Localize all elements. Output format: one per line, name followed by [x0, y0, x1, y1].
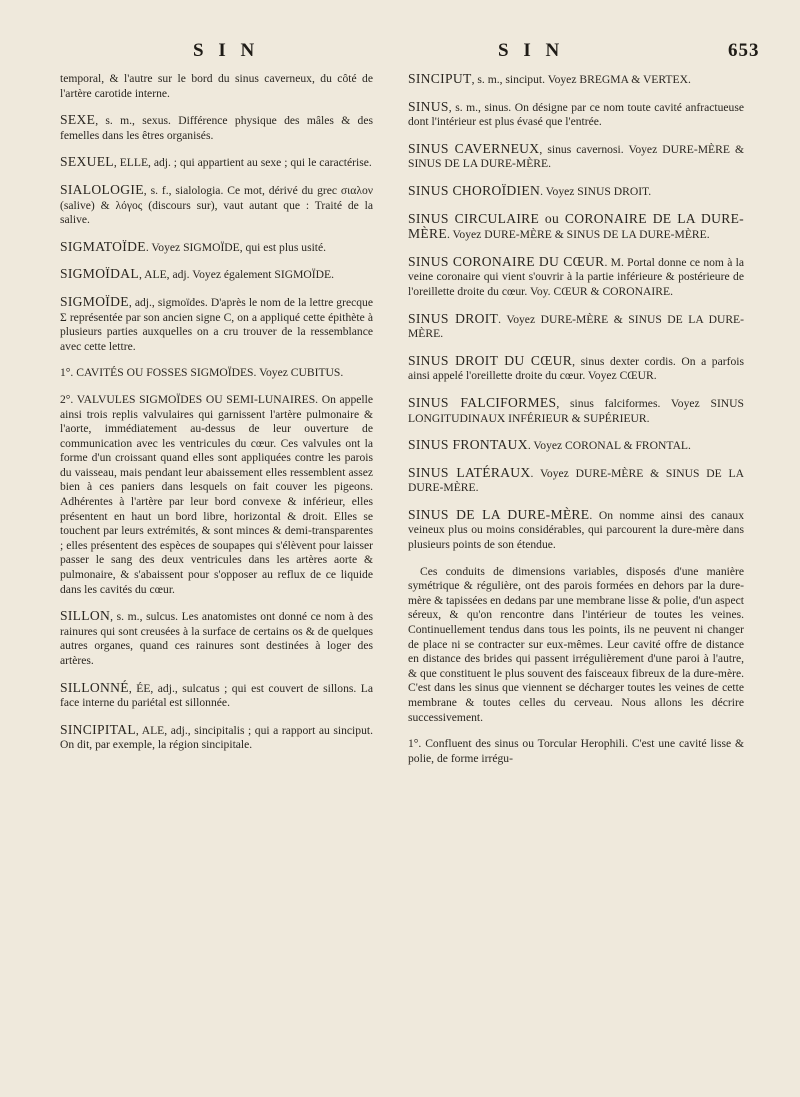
entry-headword: SINUS FALCIFORMES: [408, 394, 557, 410]
entry-text: , adj., sigmoïdes. D'après le nom de la lettre grecque Σ représentée par son ancien signe C, on a appliqué cette épithète à plusieurs parties auxquelles on a cru trouver de la ressemblance avec cette lettre.: [60, 295, 373, 353]
dictionary-entry: [60, 609, 373, 668]
dictionary-entry: [60, 393, 373, 597]
entry-text: . Voyez SIGMOÏDE, qui est plus usité.: [145, 240, 327, 254]
entry-headword: SINUS LATÉRAUX: [408, 464, 531, 480]
dictionary-entry: [60, 723, 373, 753]
entry-headword: SIALOLOGIE: [60, 181, 144, 197]
right-running-head: S I N: [498, 40, 565, 61]
entry-number: 1°.: [408, 737, 422, 751]
dictionary-entry: [408, 466, 744, 496]
entry-headword: SINUS CAVERNEUX: [408, 140, 540, 156]
entry-headword: SINUS FRONTAUX: [408, 437, 528, 453]
page-number: 653: [728, 40, 760, 61]
entry-headword: SIGMOÏDAL: [60, 266, 139, 282]
dictionary-entry: [408, 212, 744, 243]
dictionary-entry: [408, 142, 744, 172]
entry-headword: SINUS DROIT DU CŒUR: [408, 352, 573, 368]
dictionary-entry: [408, 184, 744, 200]
entry-text: , ÉE, adj., sulcatus ; qui est couvert de sillons. La face interne du pariétal est sillonnée.: [60, 681, 373, 710]
dictionary-entry: [60, 183, 373, 228]
entry-text: Confluent des sinus ou Torcular Herophili. C'est une cavité lisse & polie, de forme irrégu-: [408, 737, 744, 765]
entry-text: . On nomme ainsi des canaux veineux plus ou moins considérables, qui parcourent la dure-mère dans plusieurs points de son étendue.: [408, 508, 744, 552]
entry-text: , s. m., sulcus. Les anatomistes ont donné ce nom à des rainures qui sont creusées à la surface de certains os & de quelques autres organes, quand ces rainures sont destinées à loger des artères.: [60, 610, 373, 667]
entry-headword: SINUS DROIT: [408, 310, 499, 326]
entry-headword: SILLONNÉ: [60, 679, 129, 695]
dictionary-entry: [60, 240, 373, 256]
entry-text: . Voyez DURE-MÈRE & SINUS DE LA DURE-MÈRE.: [446, 228, 710, 242]
entry-headword: SINCIPUT: [408, 71, 472, 86]
entry-text: . Voyez SINUS DROIT.: [540, 184, 652, 198]
dictionary-entry: [408, 255, 744, 300]
entry-headword: SINUS: [408, 98, 449, 114]
right-column: [408, 72, 744, 778]
entry-headword: SINUS CIRCULAIRE ou CORONAIRE DE LA DURE-MÈRE: [408, 210, 744, 242]
left-column: [60, 72, 373, 765]
entry-headword: SINCIPITAL: [60, 721, 136, 737]
entry-headword: SIGMATOÏDE: [60, 238, 146, 254]
dictionary-entry: [60, 72, 373, 101]
entry-headword: SINUS DE LA DURE-MÈRE: [408, 506, 590, 522]
dictionary-entry: [408, 72, 744, 88]
dictionary-entry: [60, 155, 373, 171]
dictionary-entry: [408, 354, 744, 384]
dictionary-entry: [60, 681, 373, 711]
entry-text: , s. f., sialologia. Ce mot, dérivé du grec σιαλον (salive) & λόγος (discours sur), vaut autant que : Traité de la salive.: [60, 183, 373, 227]
dictionary-entry: [408, 100, 744, 130]
entry-text: , s. m., sexus. Différence physique des mâles & des femelles dans les êtres organisés.: [60, 114, 373, 142]
left-running-head: S I N: [193, 40, 260, 61]
dictionary-entry: [60, 366, 373, 381]
dictionary-entry: [408, 396, 744, 426]
entry-headword: SINUS CORONAIRE DU CŒUR: [408, 253, 605, 269]
entry-number: 2°.: [60, 392, 74, 406]
entry-headword: SIGMOÏDE: [60, 293, 129, 309]
dictionary-entry: [408, 438, 744, 454]
entry-text: , sinus falciformes. Voyez SINUS LONGITUDINAUX INFÉRIEUR & SUPÉRIEUR.: [408, 396, 744, 425]
entry-text: , sinus dexter cordis. On a parfois ainsi appelé l'oreillette droite du cœur. Voyez CŒUR.: [408, 354, 744, 383]
dictionary-entry: [60, 267, 373, 283]
entry-text: temporal, & l'autre sur le bord du sinus caverneux, du côté de l'artère carotide interne.: [60, 72, 373, 100]
dictionary-entry: [408, 508, 744, 553]
entry-headword: SILLON: [60, 608, 111, 624]
entry-text: VALVULES SIGMOÏDES OU SEMI-LUNAIRES. On appelle ainsi trois replis valvulaires qui garnissent l'artère pulmonaire & l'aorte, immédiatement au-dessus de leur ouverture de communication avec les ventricules du cœur. Ces valvules ont la forme d'un croissant quand elles sont appliquées contre les parois du vaisseau, mais pendant leur abaissement elles ressemblent assez bien à ces paniers dans lesquels on fait couver les pigeons. Adhérentes à l'artère par leur bord convexe & inférieur, elles présentent en haut un bord libre, horizontal & droit. Elles se touchent par leurs extrémités, & sont minces & demi-transparentes ; elles présentent des espèces de soupapes qui s'élèvent pour laisser passer le sang des deux ventricules dans les artères aorte & pulmonaire, & s'abaissent pour s'opposer au reflux de ce liquide dans les cavités du cœur.: [60, 392, 373, 596]
entry-text: . Voyez CORONAL & FRONTAL.: [527, 439, 691, 453]
entry-text: , ELLE, adj. ; qui appartient au sexe ; qui le caractérise.: [113, 156, 372, 170]
entry-text: , sinus cavernosi. Voyez DURE-MÈRE & SINUS DE LA DURE-MÈRE.: [408, 142, 744, 171]
entry-text: . Voyez DURE-MÈRE & SINUS DE LA DURE-MÈRE.: [408, 312, 744, 341]
dictionary-entry: [60, 113, 373, 143]
entry-text: CAVITÉS OU FOSSES SIGMOÏDES. Voyez CUBITUS.: [73, 366, 344, 380]
entry-text: . Voyez DURE-MÈRE & SINUS DE LA DURE-MÈRE.: [408, 466, 744, 495]
entry-text: , s. m., sinus. On désigne par ce nom toute cavité anfractueuse dont l'intérieur est plus évasé que l'entrée.: [408, 100, 744, 129]
entry-headword: SEXUEL: [60, 154, 114, 170]
entry-headword: SEXE: [60, 112, 96, 128]
entry-text: , ALE, adj., sincipitalis ; qui a rapport au sinciput. On dit, par exemple, la région sincipitale.: [60, 723, 373, 752]
entry-number: 1°.: [60, 366, 74, 380]
dictionary-entry: [408, 565, 744, 726]
dictionary-entry: [408, 312, 744, 342]
dictionary-entry: [408, 737, 744, 766]
entry-text: Ces conduits de dimensions variables, disposés d'une manière symétrique & régulière, ont des parois formées en dehors par la dure-mère & tapissées en dedans par une membrane lisse & polie, d'un aspect séreux, & qu'on rencontre dans l'intérieur de toutes les veines. Continuellement tendus dans tous les points, ils ne peuvent ni changer de place ni se contracter sur eux-mêmes. Leur cavité offre de distance en distance des brides qui passent irrégulièrement d'une paroi à l'autre, & que constituent le plus souvent des faisceaux fibreux de la dure-mère. C'est dans les sinus que viennent se décharger toutes les veines de cette membrane & toutes celles du cerveau. Nous allons les décrire successivement.: [408, 564, 744, 724]
entry-text: . M. Portal donne ce nom à la veine coronaire qui vient s'ouvrir à la partie inférieure & postérieure de l'oreillette droite du cœur. Voy. CŒUR & CORONAIRE.: [408, 255, 744, 298]
entry-text: , ALE, adj. Voyez également SIGMOÏDE.: [138, 268, 334, 282]
entry-headword: SINUS CHOROÏDIEN: [408, 182, 541, 198]
entry-text: , s. m., sinciput. Voyez BREGMA & VERTEX.: [471, 73, 691, 86]
dictionary-entry: [60, 295, 373, 354]
